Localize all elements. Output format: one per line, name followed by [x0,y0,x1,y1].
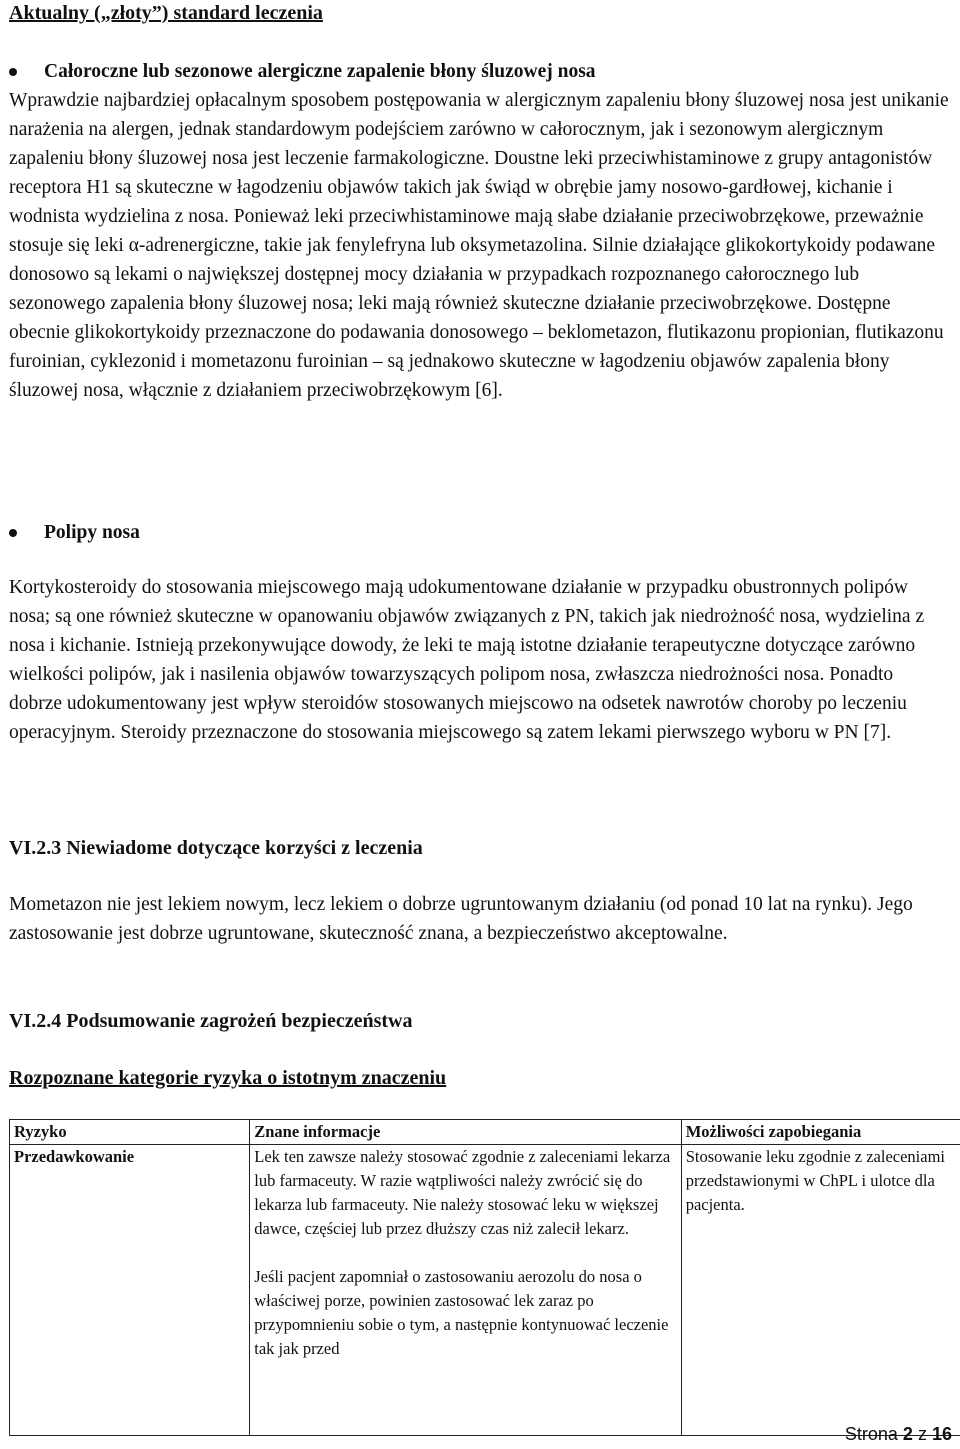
known-info-paragraph: Lek ten zawsze należy stosować zgodnie z zaleceniami lekarza lub farmaceuty. W razie wątpliwości należy zwrócić się do lekarza lub farmaceuty. Nie należy stosować leku w większej dawce, częściej lub przez dłuższy czas niż zalecił lekarz. [254,1145,676,1241]
footer-page-number: 2 [903,1424,913,1444]
table-row [10,1145,960,1436]
known-info-paragraph: Jeśli pacjent zapomniał o zastosowaniu aerozolu do nosa o właściwej porze, powinien zastosować lek zaraz po przypomnieniu sobie o tym, a następnie kontynuować leczenie tak jak przed [254,1265,676,1361]
footer-total-pages: 16 [932,1424,952,1444]
bullet-nasal-polyps [9,518,960,547]
bullet-heading: Polipy nosa [44,522,140,543]
risk-categories-title: Rozpoznane kategorie ryzyka o istotnym znaczeniu [9,1064,446,1093]
column-header-prevention: Możliwości zapobiegania [681,1120,960,1145]
footer-prefix: Strona [845,1424,898,1444]
bullet-icon [9,68,17,76]
paragraph-unknowns: Mometazon nie jest lekiem nowym, lecz lekiem o dobrze ugruntowanym działaniu (od ponad 10 lat na rynku). Jego zastosowanie jest dobrze ugruntowane, skuteczność znana, a bezpieczeństwo akceptowalne. [9,890,951,948]
risk-name-cell [10,1145,250,1436]
section-heading-safety-summary: VI.2.4 Podsumowanie zagrożeń bezpieczeństwa [9,1007,412,1036]
bullet-icon [9,529,17,537]
page-footer [845,1420,952,1449]
bullet-heading: Całoroczne lub sezonowe alergiczne zapalenie błony śluzowej nosa [44,61,596,82]
risk-name: Przedawkowanie [14,1147,134,1166]
page-title: Aktualny („złoty”) standard leczenia [9,0,323,26]
prevention-text: Stosowanie leku zgodnie z zaleceniami przedstawionymi w ChPL i ulotce dla pacjenta. [686,1145,958,1217]
prevention-cell [681,1145,960,1436]
bullet-allergic-rhinitis [9,57,960,86]
column-header-known-info: Znane informacje [250,1120,681,1145]
section-heading-unknowns: VI.2.3 Niewiadome dotyczące korzyści z leczenia [9,834,423,863]
known-info-cell [250,1145,681,1436]
paragraph-nasal-polyps: Kortykosteroidy do stosowania miejscowego mają udokumentowane działanie w przypadku obustronnych polipów nosa; są one również skuteczne w opanowaniu objawów związanych z PN, takich jak niedrożność nosa, wydzielina z nosa i kichanie. Istnieją przekonywujące dowody, że leki te mają istotne działanie terapeutyczne dotyczące zarówno wielkości polipów, jak i nasilenia objawów towarzyszących polipom nosa, zwłaszcza niedrożności nosa. Ponadto dobrze udokumentowany jest wpływ steroidów stosowanych miejscowo na odsetek nawrotów choroby po leczeniu operacyjnym. Steroidy przeznaczone do stosowania miejscowego są zatem lekami pierwszego wyboru w PN [7]. [9,573,951,747]
table-header-row [10,1120,960,1145]
paragraph-allergic-rhinitis: Wprawdzie najbardziej opłacalnym sposobem postępowania w alergicznym zapaleniu błony śluzowej nosa jest unikanie narażenia na alergen, jednak standardowym podejściem zarówno w całorocznym, jak i sezonowym alergicznym zapaleniu błony śluzowej nosa jest leczenie farmakologiczne. Doustne leki przeciwhistaminowe z grupy antagonistów receptora H1 są skuteczne w łagodzeniu objawów takich jak świąd w obrębie jamy nosowo-gardłowej, kichanie i wodnista wydzielina z nosa. Ponieważ leki przeciwhistaminowe mają słabe działanie przeciwobrzękowe, przeważnie stosuje się leki α-adrenergiczne, takie jak fenylefryna lub oksymetazolina. Silnie działające glikokortykoidy podawane donosowo są lekami o największej dostępnej mocy działania w przypadkach rozpoznanego całorocznego lub sezonowego zapalenia błony śluzowej nosa; leki mają również skuteczne działanie przeciwobrzękowe. Dostępne obecnie glikokortykoidy przeznaczone do podawania donosowego – beklometazon, flutikazonu propionian, flutikazonu furoinian, cyklezonid i mometazonu furoinian – są jednakowo skuteczne w łagodzeniu objawów zapalenia błony śluzowej nosa, włącznie z działaniem przeciwobrzękowym [6]. [9,86,951,405]
risk-table [9,1119,960,1436]
footer-separator: z [918,1424,927,1444]
column-header-risk: Ryzyko [10,1120,250,1145]
